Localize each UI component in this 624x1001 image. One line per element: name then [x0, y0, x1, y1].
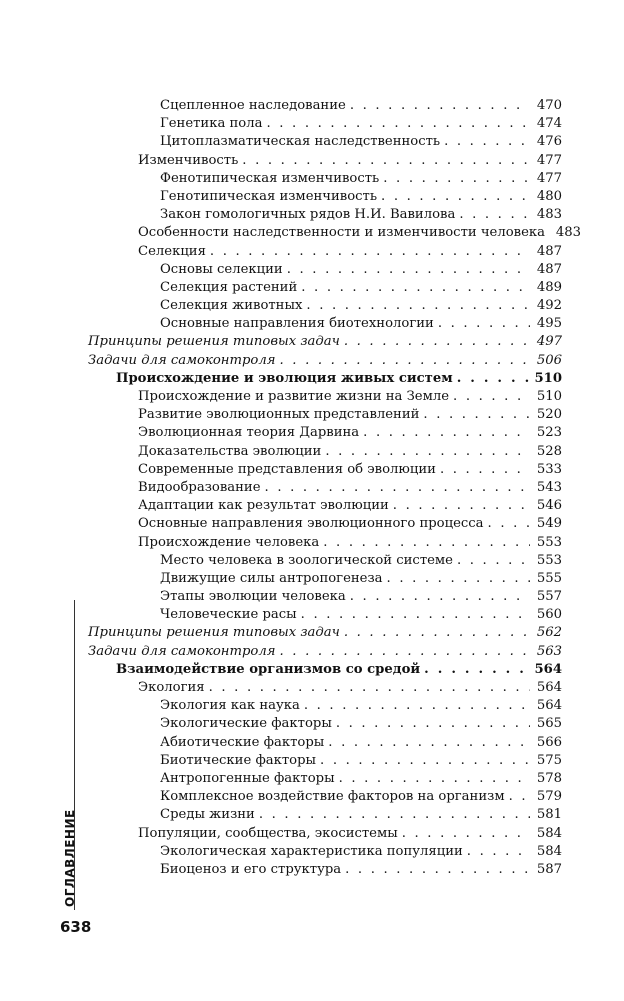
section-label	[60, 809, 80, 910]
toc-leader-dots	[453, 388, 530, 406]
toc-entry[interactable]	[88, 406, 562, 424]
toc-leader-dots	[393, 497, 530, 515]
toc-entry-page: 553	[536, 534, 562, 550]
table-of-contents	[88, 97, 582, 879]
toc-entry-page: 566	[536, 734, 562, 750]
toc-entry-title: Комплексное воздействие факторов на организм	[160, 789, 505, 805]
toc-entry-page: 565	[536, 716, 562, 732]
toc-entry-title: Экологические факторы	[160, 716, 332, 732]
toc-entry[interactable]	[88, 534, 562, 552]
toc-entry-page: 546	[536, 498, 562, 514]
toc-entry[interactable]	[88, 515, 562, 533]
toc-leader-dots	[328, 734, 530, 752]
toc-entry-page: 543	[536, 479, 562, 495]
toc-entry-page: 528	[536, 443, 562, 459]
toc-entry-title: Антропогенные факторы	[160, 770, 335, 786]
toc-leader-dots	[323, 534, 530, 552]
toc-entry[interactable]	[88, 170, 562, 188]
toc-entry-page: 483	[536, 207, 562, 223]
toc-entry-page: 549	[536, 516, 562, 532]
toc-leader-dots	[381, 188, 530, 206]
toc-entry-title: Биотические факторы	[160, 752, 317, 768]
toc-entry-page: 564	[536, 680, 562, 695]
toc-entry-page: 510	[534, 370, 562, 386]
toc-entry[interactable]	[88, 752, 562, 770]
toc-entry-title: Задачи для самоконтроля	[88, 352, 276, 368]
toc-entry-title: Задачи для самоконтроля	[88, 643, 276, 659]
section-label-text: ОГЛАВЛЕНИЕ	[63, 809, 77, 907]
toc-entry-title: Принципы решения типовых задач	[88, 625, 340, 641]
toc-leader-dots	[440, 461, 530, 479]
toc-entry-page: 477	[536, 170, 562, 186]
toc-entry-page: 581	[536, 807, 562, 823]
toc-leader-dots	[306, 297, 530, 315]
toc-leader-dots	[350, 97, 530, 115]
toc-entry-page: 476	[536, 134, 562, 150]
toc-entry-title: Доказательства эволюции	[138, 443, 322, 459]
toc-leader-dots	[350, 588, 530, 606]
toc-leader-dots	[345, 861, 530, 879]
toc-leader-dots	[301, 606, 530, 624]
toc-entry-page: 553	[536, 552, 562, 568]
toc-entry[interactable]	[88, 352, 562, 370]
toc-entry-page: 474	[536, 116, 562, 132]
toc-entry[interactable]	[88, 152, 562, 170]
toc-entry[interactable]	[88, 243, 562, 261]
toc-entry-title: Селекция растений	[160, 279, 298, 295]
toc-entry-page: 584	[536, 825, 562, 841]
toc-entry[interactable]	[88, 843, 562, 861]
toc-entry-title: Взаимодействие организмов со средой	[116, 661, 421, 677]
toc-leader-dots	[488, 515, 530, 533]
toc-entry-page: 584	[536, 843, 562, 859]
toc-entry[interactable]	[88, 388, 562, 406]
toc-leader-dots	[259, 806, 530, 824]
toc-leader-dots	[325, 443, 530, 461]
toc-leader-dots	[209, 679, 530, 697]
toc-entry[interactable]	[88, 97, 562, 115]
toc-leader-dots	[320, 752, 530, 770]
toc-entry-page: 520	[536, 407, 562, 423]
toc-leader-dots	[266, 115, 530, 133]
toc-entry-page: 510	[536, 389, 562, 404]
toc-entry[interactable]	[88, 279, 562, 297]
toc-leader-dots	[387, 570, 530, 588]
toc-entry-title: Экологическая характеристика популяции	[160, 843, 463, 859]
toc-leader-dots	[383, 170, 530, 188]
toc-entry-title: Основы селекции	[160, 261, 283, 277]
toc-entry-page: 497	[536, 334, 562, 350]
toc-leader-dots	[423, 406, 530, 424]
toc-leader-dots	[287, 261, 530, 279]
toc-entry[interactable]	[88, 661, 562, 679]
toc-entry-title: Этапы эволюции человека	[160, 589, 346, 605]
toc-entry-title: Развитие эволюционных представлений	[138, 407, 420, 423]
toc-entry-page: 555	[536, 570, 562, 586]
toc-entry[interactable]	[88, 206, 562, 224]
toc-leader-dots	[402, 825, 530, 843]
toc-entry-title: Биоценоз и его структура	[160, 861, 342, 877]
toc-entry-title: Селекция	[138, 243, 206, 259]
toc-leader-dots	[339, 770, 530, 788]
toc-leader-dots	[363, 424, 530, 442]
toc-entry-page: 492	[536, 298, 562, 314]
toc-entry[interactable]	[88, 570, 562, 588]
toc-entry[interactable]	[88, 370, 562, 388]
toc-entry-page: 489	[536, 279, 562, 295]
toc-entry-page: 562	[536, 625, 562, 641]
toc-entry-page: 483	[555, 225, 582, 241]
toc-entry[interactable]	[88, 624, 562, 642]
toc-entry-title: Популяции, сообщества, экосистемы	[138, 825, 398, 841]
toc-entry-title: Принципы решения типовых задач	[88, 334, 340, 350]
toc-entry-title: Адаптации как результат эволюции	[138, 498, 389, 514]
toc-entry-page: 564	[534, 661, 562, 677]
toc-entry[interactable]	[88, 133, 562, 151]
toc-entry[interactable]	[88, 770, 562, 788]
toc-entry-title: Генотипическая изменчивость	[160, 188, 378, 204]
toc-entry-page: 480	[536, 188, 562, 204]
toc-entry-page: 587	[536, 861, 562, 877]
toc-entry-page: 477	[536, 152, 562, 168]
toc-entry-page: 557	[536, 589, 562, 605]
toc-entry[interactable]	[88, 861, 562, 879]
toc-entry-title: Генетика пола	[160, 116, 263, 132]
toc-leader-dots	[457, 370, 530, 388]
toc-entry-page: 533	[536, 461, 562, 477]
toc-leader-dots	[424, 661, 530, 679]
toc-entry[interactable]	[88, 443, 562, 461]
toc-leader-dots	[438, 315, 530, 333]
toc-entry-title: Человеческие расы	[160, 607, 297, 623]
toc-leader-dots	[336, 715, 530, 733]
toc-entry-page: 578	[536, 770, 562, 786]
toc-entry-title: Среды жизни	[160, 807, 255, 823]
toc-entry-title: Происхождение и развитие жизни на Земле	[138, 389, 450, 404]
toc-entry-title: Происхождение человека	[138, 534, 320, 550]
toc-entry[interactable]	[88, 333, 562, 351]
toc-entry-page: 579	[536, 789, 562, 805]
toc-entry-page: 506	[536, 352, 562, 368]
toc-leader-dots	[457, 552, 530, 570]
toc-entry-title: Место человека в зоологической системе	[160, 552, 453, 568]
toc-leader-dots	[509, 788, 530, 806]
toc-entry-title: Современные представления об эволюции	[138, 461, 436, 477]
toc-entry-page: 487	[536, 261, 562, 277]
toc-entry-page: 523	[536, 425, 562, 441]
toc-entry-page: 564	[536, 698, 562, 714]
toc-entry-title: Абиотические факторы	[160, 734, 325, 750]
toc-entry-title: Селекция животных	[160, 298, 303, 314]
toc-entry-title: Фенотипическая изменчивость	[160, 170, 380, 186]
toc-entry-title: Особенности наследственности и изменчивости человека	[138, 225, 546, 241]
toc-leader-dots	[301, 279, 530, 297]
toc-entry[interactable]	[88, 825, 562, 843]
toc-entry[interactable]	[88, 643, 562, 661]
toc-entry[interactable]	[88, 679, 562, 697]
toc-entry-page: 470	[536, 98, 562, 113]
toc-leader-dots	[444, 133, 530, 151]
toc-leader-dots	[467, 843, 530, 861]
toc-entry-page: 487	[536, 243, 562, 259]
page-number: 638	[60, 918, 92, 936]
toc-entry-page: 495	[536, 316, 562, 332]
toc-entry-title: Основные направления биотехнологии	[160, 316, 434, 332]
toc-leader-dots	[242, 152, 530, 170]
toc-entry-title: Закон гомологичных рядов Н.И. Вавилова	[160, 207, 456, 223]
toc-entry-page: 575	[536, 752, 562, 768]
toc-leader-dots	[280, 643, 530, 661]
toc-entry-title: Основные направления эволюционного процесса	[138, 516, 484, 532]
toc-entry[interactable]	[88, 715, 562, 733]
toc-entry[interactable]	[88, 497, 562, 515]
toc-leader-dots	[344, 624, 530, 642]
toc-leader-dots	[459, 206, 530, 224]
toc-leader-dots	[304, 697, 530, 715]
toc-entry-title: Сцепленное наследование	[160, 98, 346, 113]
toc-entry[interactable]	[88, 297, 562, 315]
toc-leader-dots	[265, 479, 530, 497]
toc-entry[interactable]	[88, 734, 562, 752]
toc-entry-page: 560	[536, 607, 562, 623]
toc-entry[interactable]	[88, 788, 562, 806]
toc-entry[interactable]	[88, 188, 562, 206]
toc-entry[interactable]	[88, 697, 562, 715]
toc-entry[interactable]	[88, 115, 562, 133]
toc-entry-title: Эволюционная теория Дарвина	[138, 425, 360, 441]
toc-entry-title: Изменчивость	[138, 152, 239, 168]
toc-leader-dots	[344, 333, 530, 351]
toc-entry-title: Происхождение и эволюция живых систем	[116, 370, 453, 386]
toc-entry[interactable]	[88, 224, 582, 242]
toc-entry[interactable]	[88, 588, 562, 606]
toc-entry[interactable]	[88, 606, 562, 624]
toc-entry-title: Цитоплазматическая наследственность	[160, 134, 441, 150]
toc-entry[interactable]	[88, 424, 562, 442]
toc-leader-dots	[210, 243, 530, 261]
toc-leader-dots	[280, 352, 530, 370]
toc-entry-title: Экология	[138, 680, 205, 695]
toc-entry-title: Движущие силы антропогенеза	[160, 570, 383, 586]
toc-entry[interactable]	[88, 461, 562, 479]
toc-entry-page: 563	[536, 643, 562, 659]
toc-entry-title: Экология как наука	[160, 698, 300, 714]
toc-entry[interactable]	[88, 806, 562, 824]
toc-entry[interactable]	[88, 552, 562, 570]
toc-entry-title: Видообразование	[138, 479, 261, 495]
toc-entry[interactable]	[88, 261, 562, 279]
toc-entry[interactable]	[88, 315, 562, 333]
toc-entry[interactable]	[88, 479, 562, 497]
